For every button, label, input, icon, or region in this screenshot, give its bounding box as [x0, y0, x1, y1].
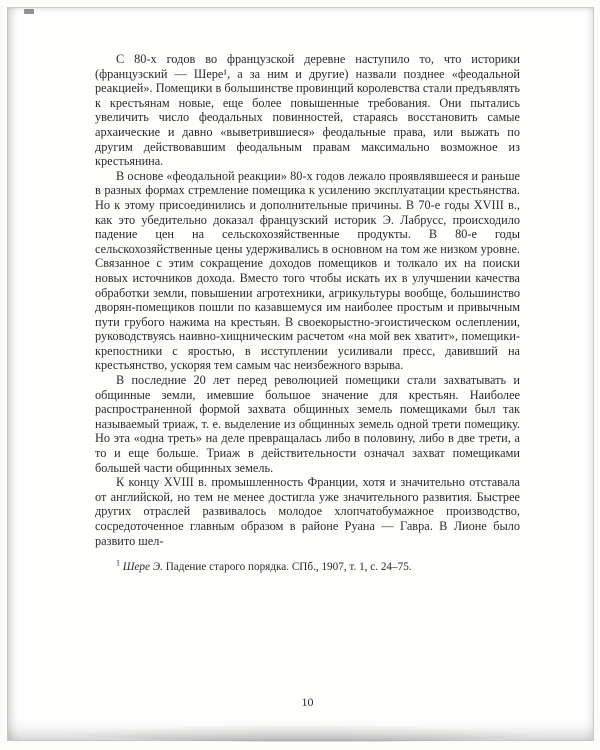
footnote-text: Падение старого порядка. СПб., 1907, т. 1, с. 24–75. [165, 561, 412, 574]
page-text-block [95, 52, 520, 575]
body-paragraph: В основе «феодальной реакции» 80-х годов лежало проявлявшееся и раньше в разных формах стремление помещика к усилению эксплуатации крестьянства. Но к этому присоединились и дополнительные причины. В 70-е годы XVIII в., как это убедительно доказал французский историк Э. Лабрусс, происходило падение цен на сельскохозяйственные продукты. В 80-е годы сельскохозяйственные цены удерживались в основном на том же низком уровне. Связанное с этим сокращение доходов помещиков и толкало их на поиски новых источников дохода. Вместо того чтобы искать их в улучшении качества обработки земли, повышении агротехники, агрикультуры вообще, большинство дворян-помещиков пошли по казавшемуся им наиболее простым и привычным пути грубого нажима на крестьян. В своекорыстно-эгоистическом ослеплении, руководствуясь наивно-хищническим расчетом «на мой век хватит», помещики-крепостники с яростью, в исступлении усиливали пресс, давивший на крестьянство, ускоряя тем самым час неизбежного взрыва. [95, 168, 520, 373]
body-paragraph: К концу XVIII в. промышленность Франции, хотя и значительно отставала от английской, но тем не менее достигла уже значительного развития. Быстрее других отраслей развивалось молодое хлопчатобумажное производство, сосредоточенное главным образом в районе Руана — Гавра. В Лионе было развито шел- [95, 475, 520, 548]
body-paragraph: С 80-х годов во французской деревне наступило то, что историки (французский — Шере¹, а за ним и другие) назвали позднее «феодальной реакцией». Помещики в большинстве провинций королевства стали предъявлять к крестьянам новые, еще более повышенные требования. Они пытались увеличить число феодальных повинностей, стараясь восстановить самые архаические и давно «выветрившиеся» феодальные права, или выжать по другим действовавшим феодальным правам максимально возможное из крестьянина. [95, 52, 520, 169]
footnote [95, 558, 520, 575]
scan-corner-artifact [24, 9, 34, 14]
page-number: 10 [301, 695, 314, 709]
body-paragraph: В последние 20 лет перед революцией помещики стали захватывать и общинные земли, имевшие большое значение для крестьян. Наиболее распространенной формой захвата общинных земель помещиками был так называемый триаж, т. е. выделение из общинных земель одной трети помещику. Но эта «одна треть» на деле превращалась либо в половину, либо в две трети, а то и еще больше. Триаж в действительности означал захват помещиками большей части общинных земель. [95, 373, 520, 475]
footnote-author: Шере Э. [122, 561, 163, 574]
footnote-marker: 1 [116, 558, 120, 568]
